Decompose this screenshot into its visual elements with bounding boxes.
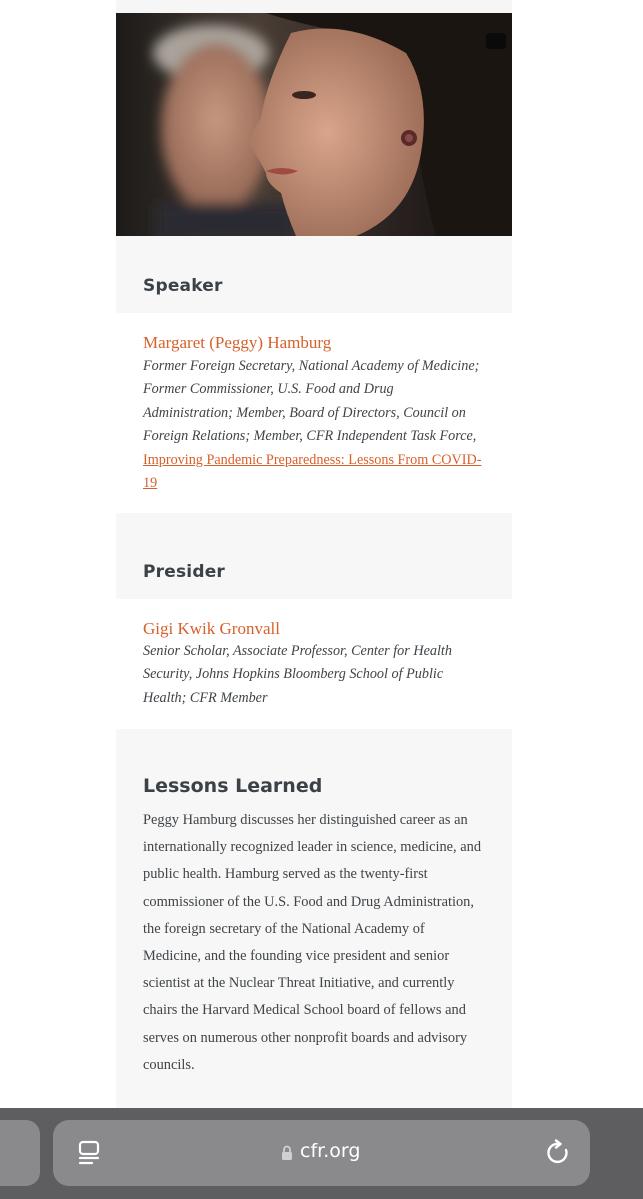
url-text[interactable]: cfr.org (300, 1140, 361, 1162)
presider-heading: Presider (143, 562, 226, 582)
presider-title: Senior Scholar, Associate Professor, Center for Health Security, Johns Hopkins Bloomberg School of Public Health; CFR Member (143, 643, 452, 706)
tabs-icon[interactable] (77, 1140, 103, 1171)
presider-card (116, 599, 512, 729)
browser-toolbar (0, 1108, 643, 1199)
presider-heading-block (116, 513, 512, 599)
lessons-learned-section (116, 729, 512, 1110)
speaker-card (116, 313, 512, 513)
speaker-name-link[interactable]: Margaret (Peggy) Hamburg (143, 333, 332, 352)
task-force-report-link[interactable]: Improving Pandemic Preparedness: Lessons From COVID-19 (143, 451, 482, 492)
speaker-title (143, 355, 483, 495)
lessons-heading: Lessons Learned (143, 775, 323, 797)
previous-tab-preview[interactable] (0, 1120, 40, 1186)
speaker-heading: Speaker (143, 276, 223, 296)
reload-icon[interactable] (546, 1139, 572, 1172)
speaker-title-text: Former Foreign Secretary, National Academy of Medicine; Former Commissioner, U.S. Food and Drug Administration; Member, Board of Directors, Council on Foreign Relations; Member, CFR Independent Task Force, (143, 358, 480, 445)
lock-icon (281, 1145, 293, 1166)
lessons-body: Peggy Hamburg discusses her distinguished career as an internationally recognized leader in science, medicine, and public health. Hamburg served as the twenty-first commissioner of the U.S. Food and Drug Administration, the foreign secretary of the National Academy of Medicine, and the founding vice president and senior scientist at the Nuclear Threat Initiative, and currently chairs the Harvard Medical School board of fellows and serves on numerous other nonprofit boards and advisory councils. (143, 812, 482, 1073)
presider-name-link[interactable]: Gigi Kwik Gronvall (143, 619, 280, 638)
hero-photo (116, 0, 512, 236)
speaker-photo (116, 13, 512, 236)
address-bar[interactable] (53, 1120, 590, 1186)
speaker-heading-block (116, 236, 512, 313)
